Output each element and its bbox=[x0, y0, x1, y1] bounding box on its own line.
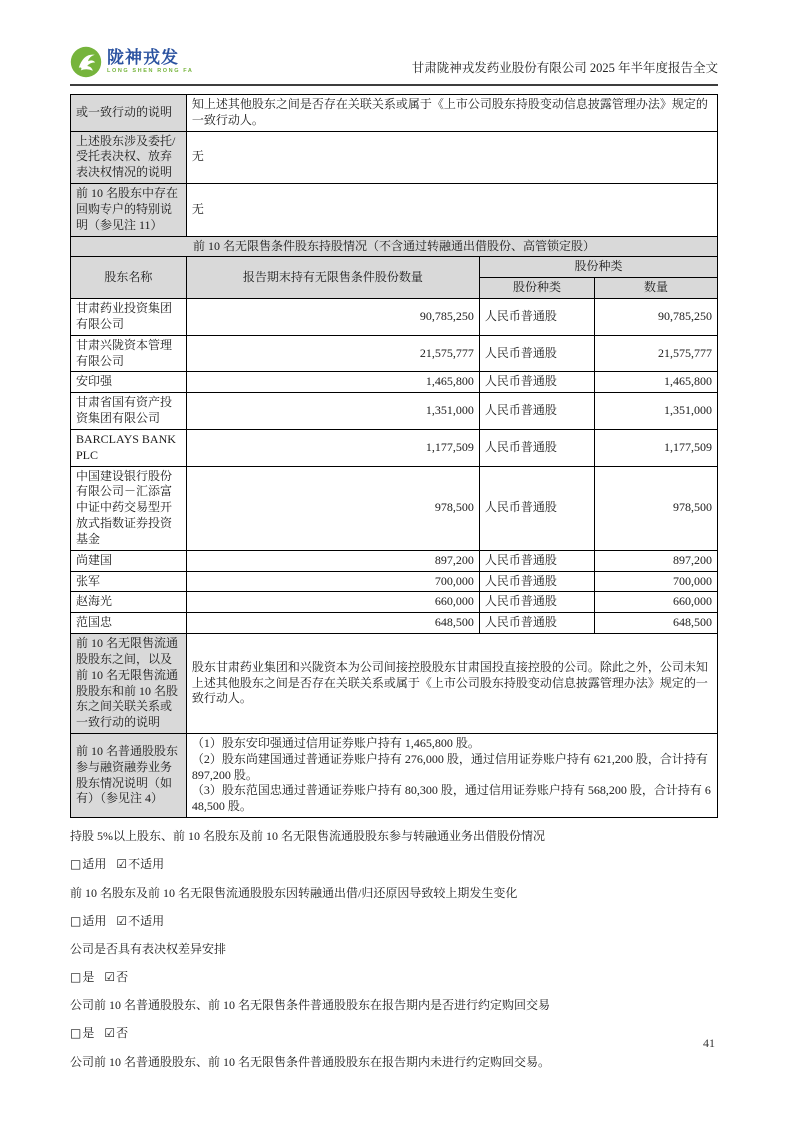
share-quantity-cell: 648,500 bbox=[595, 613, 718, 634]
row-label: 前 10 名普通股股东参与融资融券业务股东情况说明（如有）（参见注 4） bbox=[71, 733, 187, 817]
option-no bbox=[104, 1025, 128, 1041]
shareholder-name-cell: 甘肃省国有资产投资集团有限公司 bbox=[71, 393, 187, 430]
share-type-cell: 人民币普通股 bbox=[479, 613, 594, 634]
page-number: 41 bbox=[703, 1036, 715, 1050]
option-label: 否 bbox=[116, 1026, 129, 1041]
brand-name: 陇神戎发 bbox=[107, 48, 179, 68]
shares-count-cell: 21,575,777 bbox=[186, 335, 479, 372]
option-label: 适用 bbox=[82, 857, 107, 872]
share-quantity-cell: 897,200 bbox=[595, 550, 718, 571]
option-label: 适用 bbox=[82, 913, 107, 928]
checkbox-checked-icon: ☑ bbox=[116, 913, 128, 928]
table-row bbox=[71, 571, 718, 592]
shares-count-cell: 978,500 bbox=[186, 466, 479, 550]
row-value bbox=[186, 733, 717, 817]
table-row bbox=[71, 550, 718, 571]
shareholder-name-cell: 甘肃药业投资集团有限公司 bbox=[71, 299, 187, 336]
table-row bbox=[71, 429, 718, 466]
share-type-cell: 人民币普通股 bbox=[479, 466, 594, 550]
share-quantity-cell: 21,575,777 bbox=[595, 335, 718, 372]
share-quantity-cell: 1,465,800 bbox=[595, 372, 718, 393]
table-row bbox=[71, 592, 718, 613]
shares-count-cell: 897,200 bbox=[186, 550, 479, 571]
option-applicable bbox=[70, 856, 106, 872]
column-header-row bbox=[71, 257, 718, 278]
shares-count-cell: 1,177,509 bbox=[186, 429, 479, 466]
row-value: 知上述其他股东之间是否存在关联关系或属于《上市公司股东持股变动信息披露管理办法》规定的一致行动人。 bbox=[186, 95, 717, 132]
option-not-applicable bbox=[116, 856, 164, 872]
table-row bbox=[71, 372, 718, 393]
option-yes bbox=[70, 1025, 94, 1041]
option-label: 是 bbox=[82, 970, 95, 985]
margin-note-line: （3）股东范国忠通过普通证券账户持有 80,300 股，通过信用证券账户持有 568,200 股，合计持有 648,500 股。 bbox=[191, 783, 711, 814]
col-header-quantity: 数量 bbox=[595, 278, 718, 299]
shareholder-name-cell: 安印强 bbox=[71, 372, 187, 393]
row-label: 前 10 名无限售流通股股东之间，以及前 10 名无限售流通股股东和前 10 名股东之间关联关系或一致行动的说明 bbox=[71, 634, 187, 734]
table-row bbox=[71, 393, 718, 430]
share-type-cell: 人民币普通股 bbox=[479, 429, 594, 466]
brand-tagline: LONG SHEN RONG FA bbox=[107, 68, 194, 75]
shareholders-table bbox=[70, 94, 718, 818]
shareholder-name-cell: BARCLAYS BANK PLC bbox=[71, 429, 187, 466]
row-label: 前 10 名股东中存在回购专户的特别说明（参见注 11） bbox=[71, 184, 187, 236]
shareholder-name-cell: 尚建国 bbox=[71, 550, 187, 571]
shareholder-name-cell: 赵海光 bbox=[71, 592, 187, 613]
shares-count-cell: 700,000 bbox=[186, 571, 479, 592]
shares-count-cell: 648,500 bbox=[186, 613, 479, 634]
col-header-shareholder: 股东名称 bbox=[71, 257, 187, 299]
checkbox-unchecked-icon: □ bbox=[70, 1026, 82, 1041]
section-title-row bbox=[71, 236, 718, 257]
statement-text: 公司是否具有表决权差异安排 bbox=[70, 941, 227, 956]
option-label: 不适用 bbox=[128, 857, 165, 872]
statement-text: 持股 5%以上股东、前 10 名股东及前 10 名无限售流通股股东参与转融通业务出借股份情况 bbox=[70, 829, 545, 844]
table-row bbox=[71, 95, 718, 132]
checkbox-checked-icon: ☑ bbox=[104, 1026, 116, 1041]
checkbox-unchecked-icon: □ bbox=[70, 913, 82, 928]
option-no bbox=[104, 969, 128, 985]
row-label: 或一致行动的说明 bbox=[71, 95, 187, 132]
option-label: 是 bbox=[82, 1026, 95, 1041]
relation-note-row bbox=[71, 634, 718, 734]
table-row bbox=[71, 335, 718, 372]
checkbox-unchecked-icon: □ bbox=[70, 970, 82, 985]
row-label: 上述股东涉及委托/受托表决权、放弃表决权情况的说明 bbox=[71, 131, 187, 183]
share-type-cell: 人民币普通股 bbox=[479, 372, 594, 393]
statements-section bbox=[70, 828, 718, 1070]
col-header-shares: 报告期末持有无限售条件股份数量 bbox=[186, 257, 479, 299]
yes-no-checkline bbox=[70, 969, 718, 985]
yes-no-checkline bbox=[70, 1025, 718, 1041]
row-value: 股东甘肃药业集团和兴陇资本为公司间接控股股东甘肃国投直接控股的公司。除此之外，公司未知上述其他股东之间是否存在关联关系或属于《上市公司股东持股变动信息披露管理办法》规定的一致行动人。 bbox=[186, 634, 717, 734]
margin-note-row bbox=[71, 733, 718, 817]
option-applicable bbox=[70, 913, 106, 929]
shareholder-name-cell: 范国忠 bbox=[71, 613, 187, 634]
share-type-cell: 人民币普通股 bbox=[479, 550, 594, 571]
option-yes bbox=[70, 969, 94, 985]
report-header bbox=[70, 46, 718, 86]
margin-note-line: （1）股东安印强通过信用证券账户持有 1,465,800 股。 bbox=[191, 735, 480, 750]
shareholder-name-cell: 中国建设银行股份有限公司－汇添富中证中药交易型开放式指数证券投资基金 bbox=[71, 466, 187, 550]
statement-text: 前 10 名股东及前 10 名无限售流通股股东因转融通出借/归还原因导致较上期发生变化 bbox=[70, 885, 518, 900]
share-quantity-cell: 660,000 bbox=[595, 592, 718, 613]
applicability-checkline bbox=[70, 913, 718, 929]
share-quantity-cell: 90,785,250 bbox=[595, 299, 718, 336]
table-row bbox=[71, 466, 718, 550]
table-row bbox=[71, 299, 718, 336]
shareholder-name-cell: 甘肃兴陇资本管理有限公司 bbox=[71, 335, 187, 372]
table-row bbox=[71, 184, 718, 236]
col-header-share-type: 股份种类 bbox=[479, 278, 594, 299]
row-value: 无 bbox=[186, 184, 717, 236]
checkbox-unchecked-icon: □ bbox=[70, 857, 82, 872]
checkbox-checked-icon: ☑ bbox=[116, 857, 128, 872]
company-logo-icon bbox=[70, 46, 102, 78]
share-quantity-cell: 700,000 bbox=[595, 571, 718, 592]
table-row bbox=[71, 613, 718, 634]
shares-count-cell: 90,785,250 bbox=[186, 299, 479, 336]
statement-text: 公司前 10 名普通股股东、前 10 名无限售条件普通股股东在报告期内未进行约定购回交易。 bbox=[70, 1054, 551, 1069]
option-not-applicable bbox=[116, 913, 164, 929]
shareholder-name-cell: 张军 bbox=[71, 571, 187, 592]
statement-text: 公司前 10 名普通股股东、前 10 名无限售条件普通股股东在报告期内是否进行约定购回交易 bbox=[70, 998, 551, 1013]
shares-count-cell: 660,000 bbox=[186, 592, 479, 613]
shares-count-cell: 1,351,000 bbox=[186, 393, 479, 430]
margin-note-line: （2）股东尚建国通过普通证券账户持有 276,000 股，通过信用证券账户持有 621,200 股，合计持有 897,200 股。 bbox=[191, 751, 708, 782]
col-header-share-type-group: 股份种类 bbox=[479, 257, 717, 278]
share-quantity-cell: 1,177,509 bbox=[595, 429, 718, 466]
share-type-cell: 人民币普通股 bbox=[479, 592, 594, 613]
shares-count-cell: 1,465,800 bbox=[186, 372, 479, 393]
section-title: 前 10 名无限售条件股东持股情况（不含通过转融通出借股份、高管锁定股） bbox=[71, 236, 718, 257]
share-type-cell: 人民币普通股 bbox=[479, 299, 594, 336]
checkbox-checked-icon: ☑ bbox=[104, 970, 116, 985]
option-label: 不适用 bbox=[128, 913, 165, 928]
share-quantity-cell: 978,500 bbox=[595, 466, 718, 550]
share-type-cell: 人民币普通股 bbox=[479, 335, 594, 372]
applicability-checkline bbox=[70, 856, 718, 872]
company-brand bbox=[70, 46, 193, 78]
table-row bbox=[71, 131, 718, 183]
option-label: 否 bbox=[116, 970, 129, 985]
share-type-cell: 人民币普通股 bbox=[479, 571, 594, 592]
share-quantity-cell: 1,351,000 bbox=[595, 393, 718, 430]
share-type-cell: 人民币普通股 bbox=[479, 393, 594, 430]
row-value: 无 bbox=[186, 131, 717, 183]
report-title: 甘肃陇神戎发药业股份有限公司 2025 年半年度报告全文 bbox=[411, 61, 718, 75]
